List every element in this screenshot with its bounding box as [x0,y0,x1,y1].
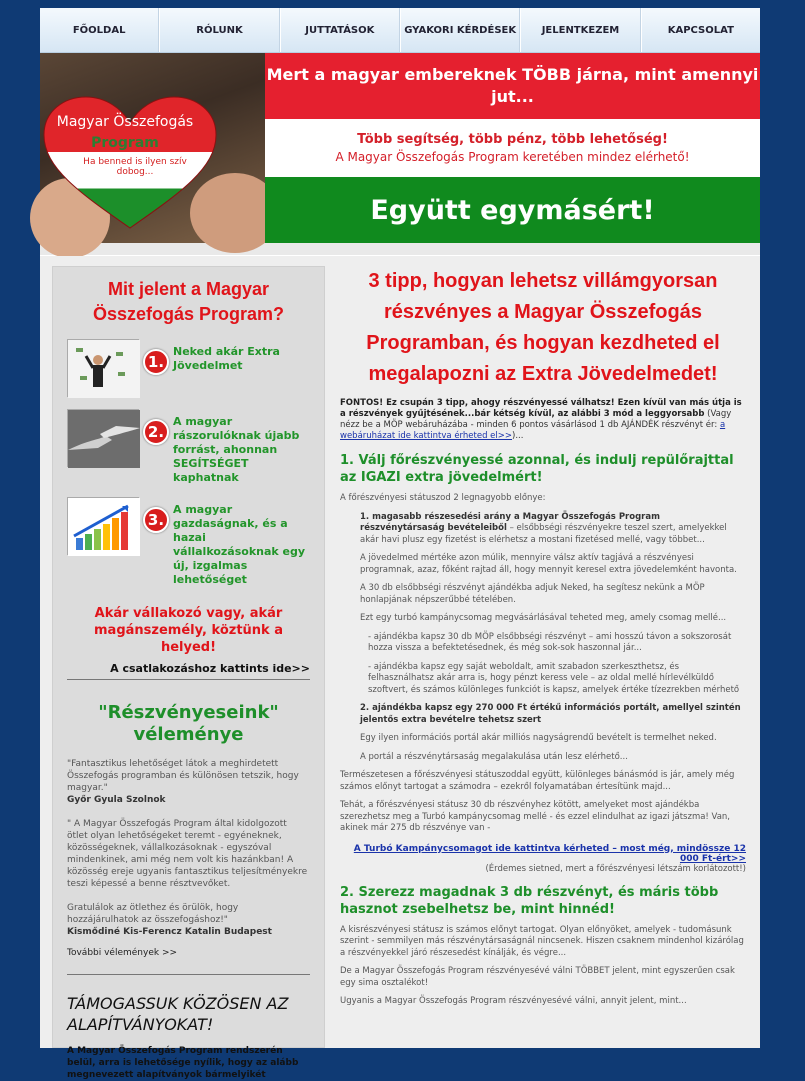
heart-label-1: Magyar Összefogás [56,114,194,130]
heart-label-2: Program [91,135,159,151]
nav-contact[interactable]: KAPCSOLAT [641,8,760,52]
heart-hands-image [40,53,265,243]
webshop-link[interactable]: a webáruházat ide kattintva érheted el>> [340,420,726,441]
paragraph [340,512,746,547]
intro-text: (Vagy nézz be a MÖP webáruházába - minden 6 pontos vásárlásod 1 db AJÁNDÉK részvényt ér: [340,409,732,430]
growth-chart-image [67,497,139,555]
paragraph: 2. ajándékba kapsz egy 270 000 Ft értékű információs portált, amellyel szintén jelentős extra bevételre tehetsz szert [360,703,741,725]
banner-green-stripe [265,177,760,243]
paragraph: A jövedelmed mértéke azon múlik, mennyire válsz aktív tagjává a részvényesi programnak, azaz, főként rajtad áll, hogy mennyit keresel extra jövedelemként havonta. [360,553,737,575]
banner-headline: Mert a magyar embereknek TÖBB járna, mint amennyi jut... [266,65,759,106]
review-item [67,818,310,890]
join-link[interactable]: A csatlakozáshoz kattints ide>> [67,662,310,680]
paragraph: - ajándékba kapsz egy saját weboldalt, amit szabadon szerkeszthetsz, és felhasználhatsz akár arra is, hogy pénzt keress vele – az oldal mellé hírlevélküldő szoftvert, és számos különleges funkciót is kapsz, amelyek értéke tízezrekben mérhető [368,661,740,695]
review-text: "Fantasztikus lehetőséget látok a meghirdetett Összefogás programban és különösen tetszik, hogy magyar." [67,759,299,793]
intro-paragraph [340,398,746,442]
feature-text: A magyar gazdaságnak, és a hazai vállalkozásoknak egy új, izgalmas lehetőséget [173,503,306,586]
sidebar [52,266,325,1080]
paragraph: Ezt egy turbó kampánycsomag megvásárlásával teheted meg, amely csomag mellé... [360,613,727,623]
businessman-image [67,339,139,397]
cta-note: (Érdemes sietned, mert a főrészvényesi létszám korlátozott!) [485,863,746,874]
header-banner [40,53,760,243]
feature-number: 2. [143,419,169,445]
more-reviews-link[interactable]: További vélemények >> [67,948,310,975]
paragraph-text: – elsőbbségi részvényekre teszel szert, amelyekkel akár havi plusz egy fizetést is elérhetsz a mostani fizetésed mellé, vagy többet... [360,523,727,545]
page [40,8,760,1080]
section-heading-1: 1. Válj főrészvényessé azonnal, és indulj repülőrajttal az IGAZI extra jövedelmért! [340,453,734,485]
review-author: Győr Gyula Szolnok [67,795,166,805]
review-author: Kismődiné Kis-Ferencz Katalin Budapest [67,927,272,937]
section-heading-2: 2. Szerezz magadnak 3 db részvényt, és máris több hasznot zsebelhetsz be, mint hinnéd! [340,884,719,917]
paragraph: - ajándékba kapsz 30 db MÖP elsőbbségi részvényt – ami hosszú távon a sokszorosát hozza vissza a befektetésednek, és még sok-sok haszonnal jár... [368,631,732,653]
feature-item [67,497,310,587]
support-text: A Magyar Összefogás Program rendszerén belül, arra is lehetősége nyílik, hogy az alább megnevezett alapítványok bármelyikét [67,1046,299,1080]
nav-faq[interactable]: GYAKORI KÉRDÉSEK [400,8,520,52]
reviews-title: "Részvényeseink" véleménye [98,702,279,745]
paragraph: De a Magyar Összefogás Program részvényesévé válni TÖBBET jelent, mint egyszerűen csak egy sima osztalékot! [340,966,735,988]
content-area [40,256,760,1080]
banner-white-stripe [265,119,760,177]
review-text: " A Magyar Összefogás Program által kidolgozott ötlet olyan lehetőségeket teremt - egyéneknek, közösségeknek, vállalkozásoknak - egyszóval mindenkinek, ami még nem volt kis hazánkban! A közösség ereje ugyanis fantasztikus teljesítményekre teszi képessé a benne résztvevőket. [67,819,308,889]
banner-separator [40,243,760,255]
nav-home[interactable]: FŐOLDAL [40,8,159,52]
feature-text: Neked akár Extra Jövedelmet [173,345,280,372]
review-text: Gratulálok az ötlethez és örülök, hogy hozzájárulhatok az összefogáshoz!" [67,903,239,925]
banner-subtext: A Magyar Összefogás Program keretében mindez elérhető! [335,150,690,164]
article-title: 3 tipp, hogyan lehetsz villámgyorsan részvényes a Magyar Összefogás Programban, és hogyan kezdheted el megalapozni az Extra Jövedelmedet! [366,270,720,385]
nav-benefits[interactable]: JUTTATÁSOK [280,8,400,52]
support-title: TÁMOGASSUK KÖZÖSEN AZ ALAPÍTVÁNYOKAT! [67,994,289,1034]
feature-item [67,409,310,485]
nav-signup[interactable]: JELENTKEZEM [520,8,640,52]
intro-bold: FONTOS! Ez csupán 3 tipp, ahogy részvényessé válhatsz! Ezen kívül van más útja is a részvények gyűjtésének...bár kétség kívül, az alábbi 3 mód a leggyorsabb [340,398,742,419]
turbo-package-link[interactable]: A Turbó Kampánycsomagot ide kattintva kérheted – most még, mindössze 12 000 Ft-ért>> [353,843,746,864]
heart-label-3: Ha benned is ilyen szív dobog... [83,157,187,177]
review-item [67,902,310,938]
paragraph: A 30 db elsőbbségi részvényt ajándékba adjuk Neked, ha segítesz nekünk a MÖP honlapjának népszerűbbé tételében. [360,583,705,605]
paragraph: Ugyanis a Magyar Összefogás Program részvényesévé válni, annyit jelent, mint... [340,996,687,1006]
paragraph: Egy ilyen információs portál akár milliós nagyságrendű bevételt is termelhet neked. [360,733,717,743]
main-article [340,266,746,1048]
main-nav [40,8,760,53]
feature-number: 3. [143,507,169,533]
review-item [67,758,310,806]
paragraph: Természetesen a főrészvényesi státuszoddal együtt, különleges bánásmód is jár, amely még számos előnyt tartogat a számodra – ezekről folyamatában értesítünk majd... [340,770,735,792]
helping-hands-image [67,409,139,467]
paragraph: A főrészvényesi státuszod 2 legnagyobb előnye: [340,493,546,503]
paragraph: A portál a részvénytársaság megalakulása után lesz elérhető... [360,751,628,762]
feature-item [67,339,310,397]
paragraph-bold: 1. magasabb részesedési arány a Magyar Összefogás Program részvénytársaság bevételeiből [360,511,660,533]
banner-subheadline: Több segítség, több pénz, több lehetőség! [357,132,668,147]
banner-slogan: Együtt egymásért! [370,194,655,226]
feature-text: A magyar rászorulóknak újabb forrást, ahonnan SEGÍTSÉGET kaphatnak [173,415,300,484]
sidebar-cta-text: Akár vállakozó vagy, akár magánszemély, köztünk a helyed! [94,606,283,655]
paragraph: Tehát, a főrészvényesi státusz 30 db részvényhez kötött, amelyeket most ajándékba szerezhetsz meg a Turbó kampánycsomag mellé - és ezzel elindulhat az igazi játszma! Van, akinek már 275 db részvénye van - [340,800,730,833]
banner-red-stripe [265,53,760,119]
paragraph: A kisrészvényesi státusz is számos előnyt tartogat. Olyan előnyöket, amelyek - tudomásunk szerint - semmilyen más részvénytársaságnál nincsenek. Hiszen csaknem mindenhol kizárólag a részvényekkel járó részesedést kínálják, és végre... [340,924,744,958]
intro-end: )... [512,431,524,441]
nav-about[interactable]: RÓLUNK [159,8,279,52]
sidebar-title: Mit jelent a Magyar Összefogás Program? [92,279,285,324]
feature-number: 1. [143,349,169,375]
